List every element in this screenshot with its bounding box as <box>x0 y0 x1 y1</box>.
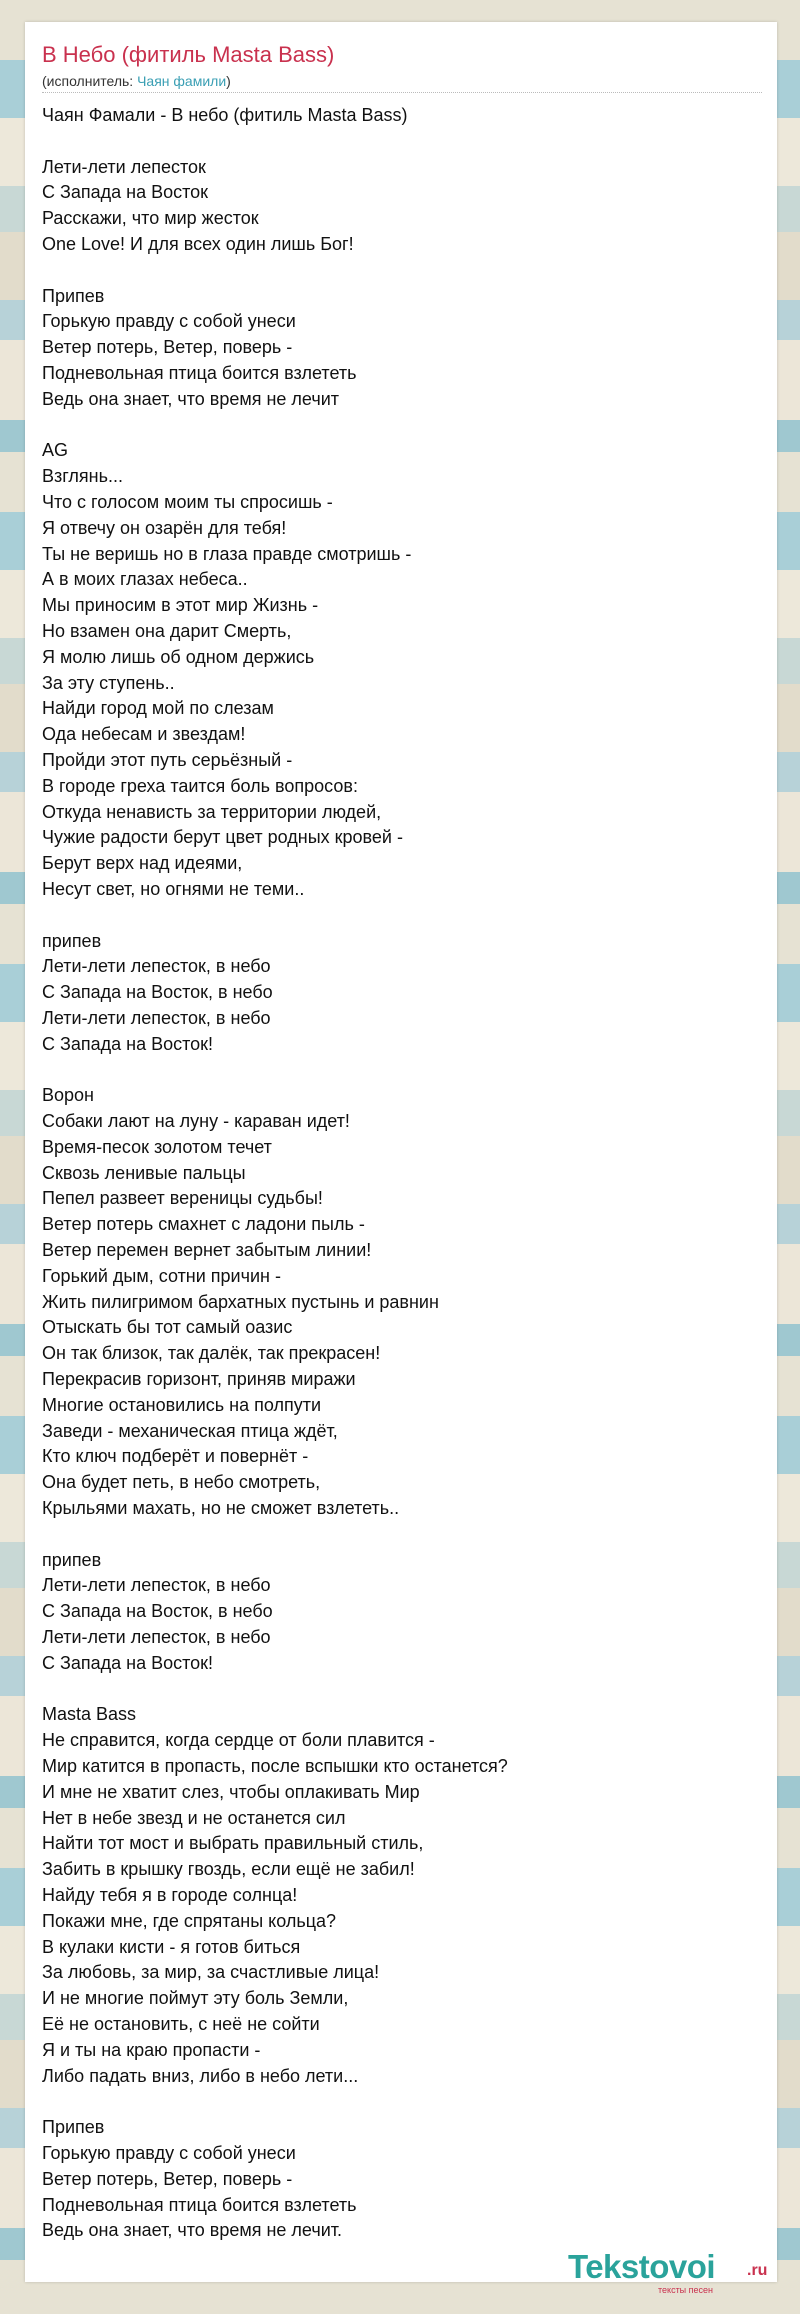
lyrics-line: Она будет петь, в небо смотреть, <box>42 1472 321 1493</box>
lyrics-line: Я и ты на краю пропасти - <box>42 2039 261 2060</box>
lyrics-line: Припев <box>42 285 105 306</box>
lyrics-line: припев <box>42 930 102 951</box>
artist-suffix: ) <box>226 73 231 89</box>
lyrics-blank-line <box>42 258 508 284</box>
lyrics-line: А в моих глазах небеса.. <box>42 569 248 590</box>
lyrics-line: Ворон <box>42 1085 94 1106</box>
lyrics-line: Перекрасив горизонт, приняв миражи <box>42 1369 356 1390</box>
lyrics-line: Мы приносим в этот мир Жизнь - <box>42 595 319 616</box>
lyrics-line: Лети-лети лепесток, в небо <box>42 956 271 977</box>
lyrics-line: Берут верх над идеями, <box>42 853 243 874</box>
lyrics-line: И мне не хватит слез, чтобы оплакивать Мир <box>42 1781 420 1802</box>
lyrics-line: За любовь, за мир, за счастливые лица! <box>42 1962 380 1983</box>
lyrics-line: Жить пилигримом бархатных пустынь и равнин <box>42 1291 439 1312</box>
logo-wordmark: Tekstovoi <box>568 2248 716 2285</box>
lyrics-line: Горький дым, сотни причин - <box>42 1265 281 1286</box>
lyrics-line: Взглянь... <box>42 466 123 487</box>
lyrics-blank-line <box>42 129 508 155</box>
lyrics-line: Несут свет, но огнями не теми.. <box>42 878 305 899</box>
lyrics-line: Многие остановились на полпути <box>42 1394 322 1415</box>
lyrics-card <box>25 22 777 2282</box>
lyrics-line: С Запада на Восток! <box>42 1652 214 1673</box>
lyrics-line: Забить в крышку гвоздь, если ещё не забил! <box>42 1859 415 1880</box>
lyrics-line: Но взамен она дарит Смерть, <box>42 620 292 641</box>
lyrics-blank-line <box>42 903 508 929</box>
lyrics-line: С Запада на Восток! <box>42 1033 214 1054</box>
lyrics-line: В кулаки кисти - я готов биться <box>42 1936 301 1957</box>
lyrics-line: Нет в небе звезд и не останется сил <box>42 1807 346 1828</box>
lyrics-line: Откуда ненависть за территории людей, <box>42 801 382 822</box>
lyrics-line: С Запада на Восток <box>42 182 209 203</box>
lyrics-line: Лети-лети лепесток, в небо <box>42 1007 271 1028</box>
lyrics-blank-line <box>42 1677 508 1703</box>
lyrics-line: С Запада на Восток, в небо <box>42 1601 273 1622</box>
lyrics-line: Ода небесам и звездам! <box>42 724 246 745</box>
lyrics-line: Крыльями махать, но не сможет взлететь.. <box>42 1498 400 1519</box>
lyrics-line: Кто ключ подберёт и повернёт - <box>42 1446 309 1467</box>
lyrics-line: Припев <box>42 2117 105 2138</box>
lyrics-line: Ведь она знает, что время не лечит. <box>42 2220 343 2241</box>
lyrics-line: Я молю лишь об одном держись <box>42 646 315 667</box>
lyrics-line: Пройди этот путь серьёзный - <box>42 749 293 770</box>
song-title: В Небо (фитиль Masta Bass) <box>42 42 335 67</box>
artist-prefix: (исполнитель: <box>42 73 138 89</box>
lyrics-line: Я отвечу он озарён для тебя! <box>42 517 287 538</box>
lyrics-blank-line <box>42 1057 508 1083</box>
title-divider <box>42 92 762 93</box>
lyrics-line: Не справится, когда сердце от боли плавится - <box>42 1730 435 1751</box>
lyrics-line: Лети-лети лепесток, в небо <box>42 1575 271 1596</box>
lyrics-line: Либо падать вниз, либо в небо лети... <box>42 2065 359 2086</box>
lyrics-line: Время-песок золотом течет <box>42 1136 272 1157</box>
lyrics-line: Лети-лети лепесток, в небо <box>42 1627 271 1648</box>
lyrics-line: Masta Bass <box>42 1704 137 1725</box>
lyrics-blank-line <box>42 413 508 439</box>
lyrics-line: В городе греха таится боль вопросов: <box>42 775 358 796</box>
artist-link[interactable]: Чаян фамили <box>137 73 227 89</box>
logo-tagline: тексты песен <box>658 2285 714 2295</box>
lyrics-line: Подневольная птица боится взлететь <box>42 2194 357 2215</box>
lyrics-line: AG <box>42 440 69 461</box>
lyrics-line: Её не остановить, с неё не сойти <box>42 2013 320 2034</box>
lyrics-line: Найти тот мост и выбрать правильный стиль, <box>42 1833 424 1854</box>
lyrics-line: Покажи мне, где спрятаны кольца? <box>42 1910 337 1931</box>
lyrics-line: Заведи - механическая птица ждёт, <box>42 1420 338 1441</box>
lyrics-line: Ты не веришь но в глаза правде смотришь - <box>42 543 412 564</box>
lyrics-line: Отыскать бы тот самый оазис <box>42 1317 293 1338</box>
lyrics-line: Ветер потерь, Ветер, поверь - <box>42 337 293 358</box>
lyrics-line: Мир катится в пропасть, после вспышки кто останется? <box>42 1756 508 1776</box>
lyrics-line: Горькую правду с собой унеси <box>42 2142 296 2163</box>
artist-line <box>42 72 231 90</box>
lyrics-line: Расскажи, что мир жесток <box>42 208 259 229</box>
lyrics-line: Собаки лают на луну - караван идет! <box>42 1111 350 1132</box>
lyrics-line: Лети-лети лепесток <box>42 156 206 177</box>
lyrics-line: Подневольная птица боится взлететь <box>42 362 357 383</box>
lyrics-line: Сквозь ленивые пальцы <box>42 1162 246 1183</box>
lyrics-line: Ветер потерь смахнет с ладони пыль - <box>42 1214 365 1235</box>
lyrics-line: Ведь она знает, что время не лечит <box>42 388 340 409</box>
lyrics-line: Ветер перемен вернет забытым линии! <box>42 1240 372 1261</box>
site-logo[interactable] <box>568 2248 768 2296</box>
lyrics-line: Горькую правду с собой унеси <box>42 311 296 332</box>
lyrics-line: Пепел развеет вереницы судьбы! <box>42 1188 323 1209</box>
lyrics-line: Что с голосом моим ты спросишь - <box>42 491 333 512</box>
lyrics-blank-line <box>42 2089 508 2115</box>
lyrics-line: И не многие поймут эту боль Земли, <box>42 1988 349 2009</box>
logo-domain: .ru <box>747 2262 768 2279</box>
lyrics-line: Найду тебя я в городе солнца! <box>42 1884 298 1905</box>
lyrics-text <box>42 103 508 2244</box>
lyrics-line: С Запада на Восток, в небо <box>42 982 273 1003</box>
lyrics-line: Чужие радости берут цвет родных кровей - <box>42 827 403 848</box>
lyrics-line: За эту ступень.. <box>42 672 175 693</box>
lyrics-line: Найди город мой по слезам <box>42 698 274 719</box>
lyrics-line: Чаян Фамали - В небо (фитиль Masta Bass) <box>42 105 408 125</box>
lyrics-line: припев <box>42 1549 102 1570</box>
lyrics-line: Он так близок, так далёк, так прекрасен! <box>42 1343 381 1364</box>
lyrics-line: Ветер потерь, Ветер, поверь - <box>42 2168 293 2189</box>
lyrics-blank-line <box>42 1522 508 1548</box>
lyrics-line: One Love! И для всех один лишь Бог! <box>42 233 354 254</box>
